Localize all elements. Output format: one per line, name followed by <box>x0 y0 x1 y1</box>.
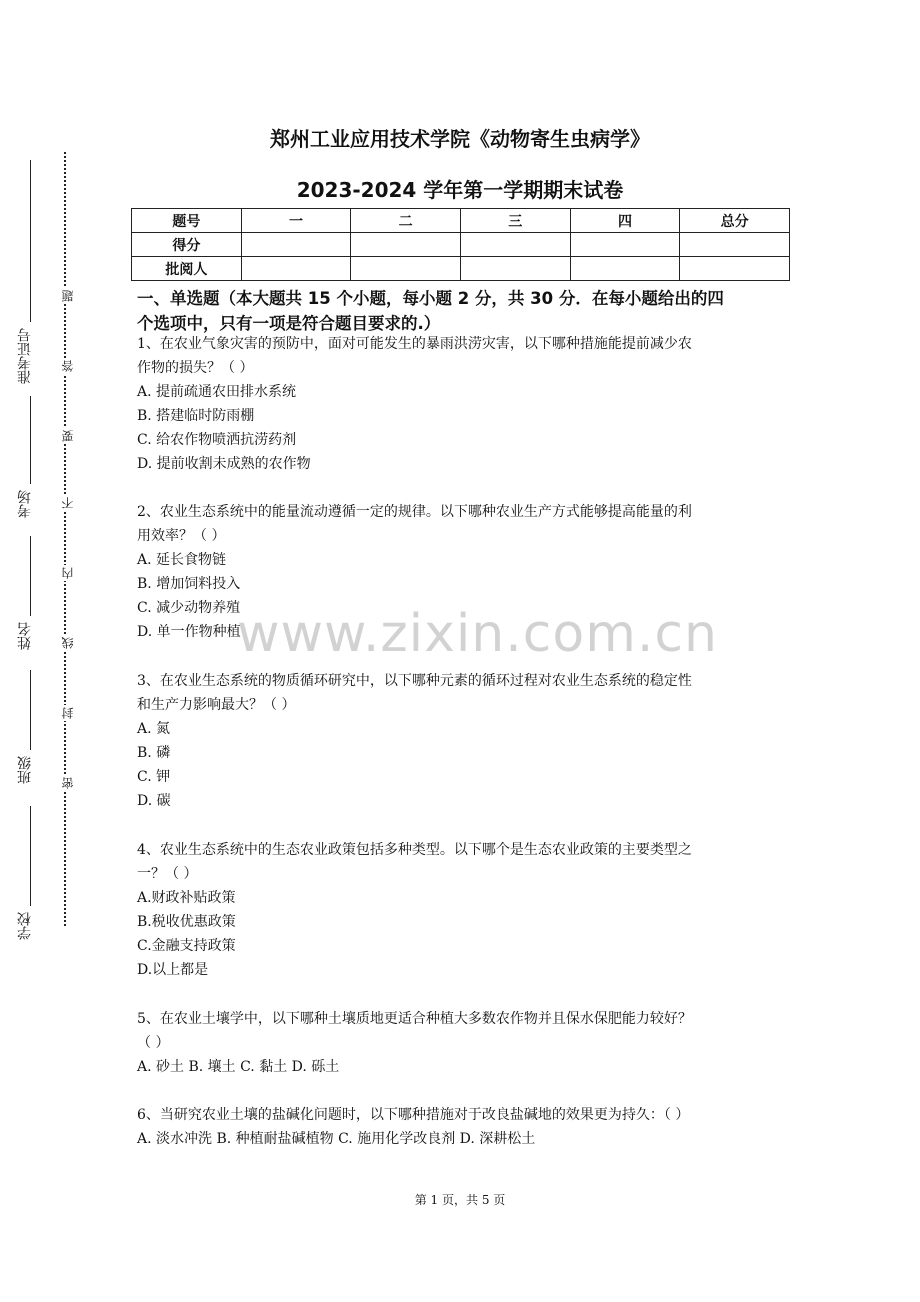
grader-input-cell[interactable] <box>241 257 351 281</box>
school-underline <box>30 806 31 906</box>
class-label: 班级 <box>17 756 33 784</box>
option-b: B. 磷 <box>137 745 171 761</box>
option-d: D. 提前收割未成熟的农作物 <box>137 456 311 472</box>
score-table-score-row <box>132 233 790 257</box>
exam-room-underline <box>30 396 31 484</box>
option-d: D. 单一作物种植 <box>137 624 241 640</box>
question-stem: 作物的损失？（ ） <box>137 360 254 376</box>
section-heading-line: 个选项中，只有一项是符合题目要求的.） <box>137 314 441 333</box>
score-input-cell[interactable] <box>680 233 790 257</box>
option-a: A. 氮 <box>137 721 171 737</box>
question-stem: 3、在农业生态系统的物质循环研究中，以下哪种元素的循环过程对农业生态系统的稳定性 <box>137 673 692 689</box>
cell-grader-label: 批阅人 <box>132 257 242 281</box>
question-stem: 5、在农业土壤学中，以下哪种土壤质地更适合种植大多数农作物并且保水保肥能力较好？ <box>137 1011 692 1027</box>
watermark-text: www.zixin.com.cn <box>237 604 718 664</box>
option-d: D. 碳 <box>137 793 171 809</box>
admission-number-label: 准考证号 <box>17 328 33 384</box>
cell-section-2: 二 <box>351 209 461 233</box>
question-1 <box>137 332 787 476</box>
question-stem: 和生产力影响最大？（ ） <box>137 697 296 713</box>
grader-input-cell[interactable] <box>680 257 790 281</box>
seal-char: 线 <box>61 637 75 649</box>
option-b: B. 增加饲料投入 <box>137 576 241 592</box>
cell-total: 总分 <box>680 209 790 233</box>
question-stem: 4、农业生态系统中的生态农业政策包括多种类型。以下哪个是生态农业政策的主要类型之 <box>137 842 692 858</box>
score-table <box>131 208 790 281</box>
school-label: 学校 <box>17 912 33 940</box>
score-input-cell[interactable] <box>570 233 680 257</box>
option-c: C. 给农作物喷洒抗涝药剂 <box>137 432 297 448</box>
option-a: A.财政补贴政策 <box>137 890 236 906</box>
question-stem: 2、农业生态系统中的能量流动遵循一定的规律。以下哪种农业生产方式能够提高能量的利 <box>137 504 692 520</box>
class-underline <box>30 670 31 750</box>
exam-room-label: 考场 <box>17 490 33 518</box>
option-d: D.以上都是 <box>137 962 209 978</box>
question-stem: 用效率？（ ） <box>137 528 226 544</box>
seal-dotted-line <box>64 152 66 926</box>
seal-char: 答 <box>61 360 75 372</box>
question-5 <box>137 1007 787 1079</box>
option-c: C. 减少动物养殖 <box>137 600 241 616</box>
seal-char: 内 <box>61 567 75 579</box>
grader-input-cell[interactable] <box>460 257 570 281</box>
seal-char: 要 <box>61 430 75 442</box>
question-6 <box>137 1103 787 1151</box>
option-a: A. 提前疏通农田排水系统 <box>137 384 297 400</box>
option-c: C.金融支持政策 <box>137 938 236 954</box>
cell-section-4: 四 <box>570 209 680 233</box>
section-heading-line: 一、单选题（本大题共 15 个小题，每小题 2 分，共 30 分．在每小题给出的四 <box>137 289 724 308</box>
score-input-cell[interactable] <box>241 233 351 257</box>
question-stem: （ ） <box>137 1035 170 1051</box>
score-table-grader-row <box>132 257 790 281</box>
exam-subtitle: 2023-2024 学年第一学期期末试卷 <box>296 178 624 202</box>
question-stem: 一？（ ） <box>137 866 198 882</box>
seal-char: 密 <box>61 777 75 789</box>
seal-char: 不 <box>61 497 75 509</box>
score-input-cell[interactable] <box>460 233 570 257</box>
seal-char: 题 <box>61 290 75 302</box>
question-4 <box>137 838 787 982</box>
question-stem: 6、当研究农业土壤的盐碱化问题时，以下哪种措施对于改良盐碱地的效果更为持久：（ ） <box>137 1107 690 1123</box>
grader-input-cell[interactable] <box>570 257 680 281</box>
option-c: C. 钾 <box>137 769 171 785</box>
options-inline: A. 砂土 B. 壤土 C. 黏土 D. 砾土 <box>137 1059 340 1075</box>
page-footer: 第 1 页，共 5 页 <box>414 1193 506 1207</box>
name-label: 姓名 <box>17 622 33 650</box>
score-table-header-row <box>132 209 790 233</box>
section-heading <box>137 286 797 336</box>
grader-input-cell[interactable] <box>351 257 461 281</box>
score-input-cell[interactable] <box>351 233 461 257</box>
cell-question-number: 题号 <box>132 209 242 233</box>
seal-char: 封 <box>61 707 75 719</box>
question-3 <box>137 669 787 813</box>
cell-section-1: 一 <box>241 209 351 233</box>
cell-score-label: 得分 <box>132 233 242 257</box>
name-underline <box>30 536 31 616</box>
option-b: B. 搭建临时防雨棚 <box>137 408 255 424</box>
option-a: A. 延长食物链 <box>137 552 227 568</box>
question-stem: 1、在农业气象灾害的预防中，面对可能发生的暴雨洪涝灾害，以下哪种措施能提前减少农 <box>137 336 692 352</box>
cell-section-3: 三 <box>460 209 570 233</box>
option-b: B.税收优惠政策 <box>137 914 236 930</box>
exam-title: 郑州工业应用技术学院《动物寄生虫病学》 <box>270 127 650 151</box>
options-inline: A. 淡水冲洗 B. 种植耐盐碱植物 C. 施用化学改良剂 D. 深耕松土 <box>137 1131 536 1147</box>
